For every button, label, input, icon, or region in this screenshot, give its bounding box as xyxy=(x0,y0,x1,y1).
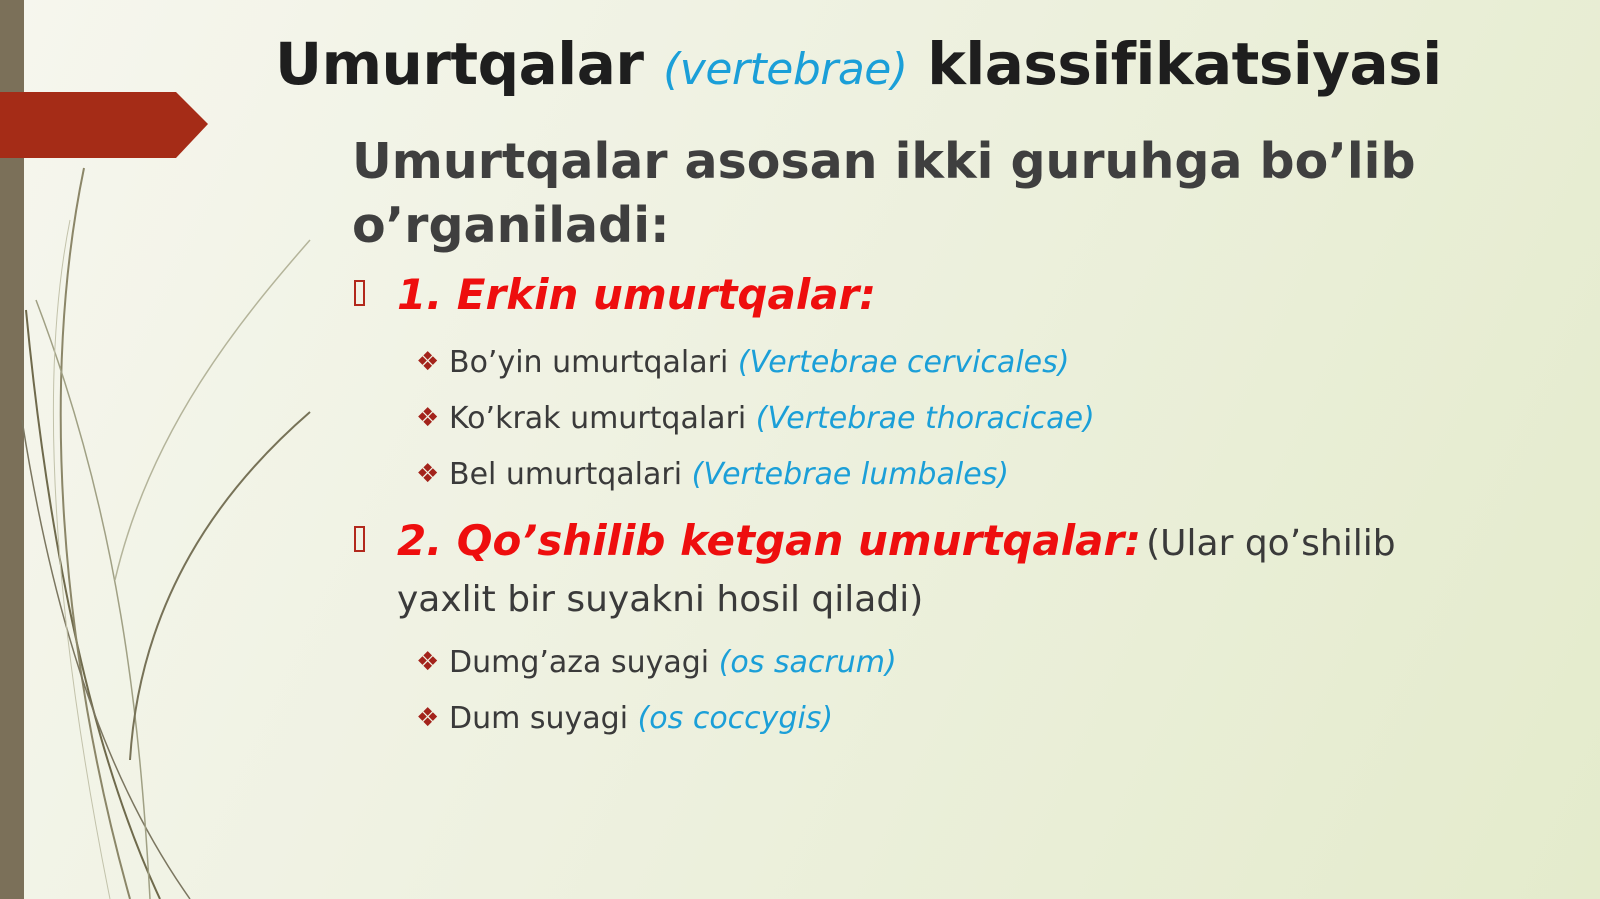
four-diamond-icon: ❖ xyxy=(416,703,440,733)
list-item xyxy=(352,341,1472,397)
list-item xyxy=(352,453,1472,509)
group-heading xyxy=(352,270,1472,329)
item-text: Ko’krak umurtqalari xyxy=(449,401,747,436)
item-latin: (os sacrum) xyxy=(718,645,897,680)
title-end: klassifikatsiyasi xyxy=(927,30,1442,98)
title-main: Umurtqalar xyxy=(275,30,644,98)
list-item xyxy=(352,397,1472,453)
square-outline-icon xyxy=(354,280,365,306)
decorative-lines xyxy=(0,0,340,899)
group-title: 2. Qo’shilib ketgan umurtqalar: xyxy=(397,516,1142,565)
item-text: Bel umurtqalari xyxy=(449,457,683,492)
slide-subtitle: Umurtqalar asosan ikki guruhga bo’lib o’rganiladi: xyxy=(352,133,1416,254)
four-diamond-icon: ❖ xyxy=(416,459,440,489)
group-fused-vertebrae xyxy=(352,516,1472,753)
item-latin: (Vertebrae lumbales) xyxy=(691,457,1009,492)
red-pentagon-arrow xyxy=(0,92,208,158)
square-outline-icon xyxy=(354,526,365,552)
item-latin: (Vertebrae thoracicae) xyxy=(755,401,1095,436)
item-list xyxy=(352,341,1472,509)
item-list xyxy=(352,641,1472,753)
title-latin: (vertebrae) xyxy=(663,44,908,95)
item-text: Bo’yin umurtqalari xyxy=(449,345,729,380)
slide-title xyxy=(275,30,1442,98)
four-diamond-icon: ❖ xyxy=(416,347,440,377)
item-text: Dum suyagi xyxy=(449,701,629,736)
list-item xyxy=(352,697,1472,753)
group-title: 1. Erkin umurtqalar: xyxy=(397,270,877,319)
item-latin: (Vertebrae cervicales) xyxy=(737,345,1070,380)
group-note: (Ular qo’shilib yaxlit bir suyakni hosil qiladi) xyxy=(397,523,1396,620)
group-free-vertebrae xyxy=(352,270,1472,509)
four-diamond-icon: ❖ xyxy=(416,403,440,433)
item-latin: (os coccygis) xyxy=(637,701,834,736)
item-text: Dumg’aza suyagi xyxy=(449,645,710,680)
group-heading xyxy=(352,516,1472,631)
four-diamond-icon: ❖ xyxy=(416,647,440,677)
list-item xyxy=(352,641,1472,697)
